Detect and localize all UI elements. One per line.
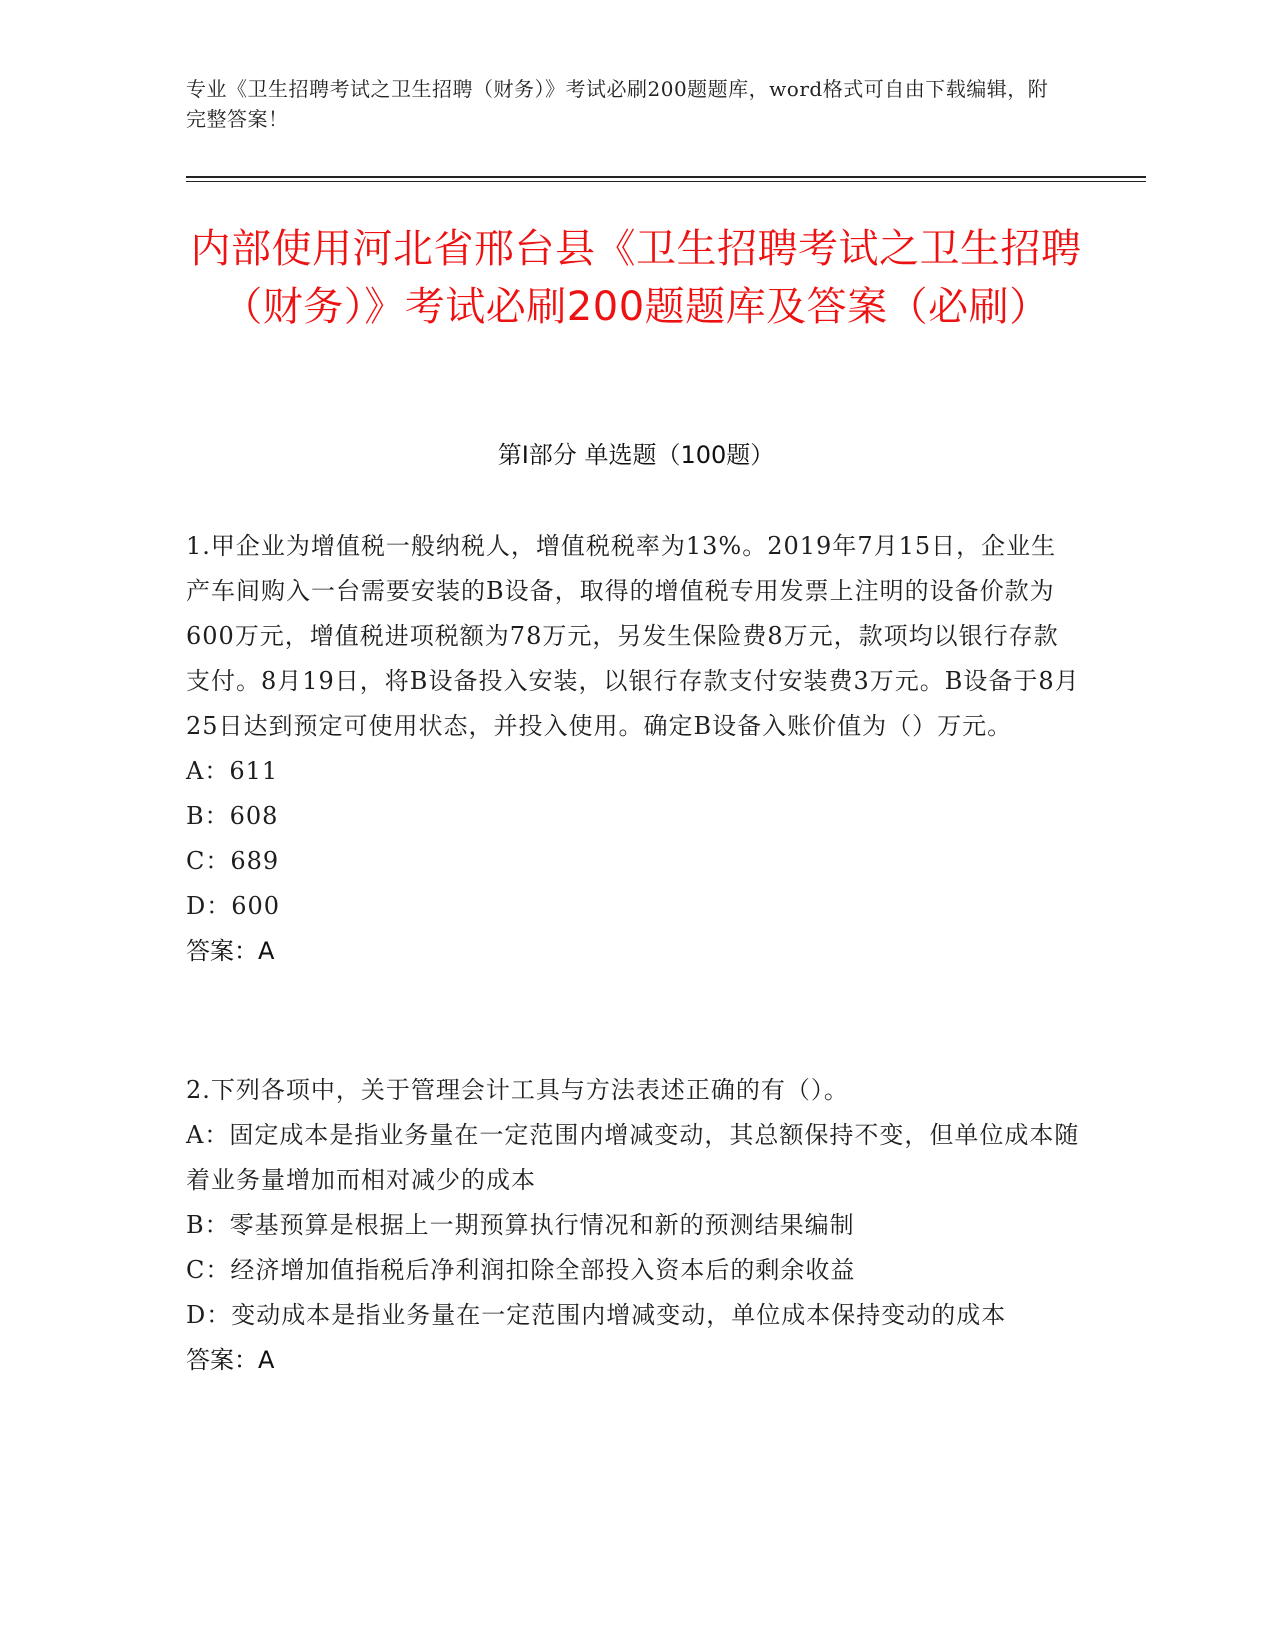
option-a: A：611 bbox=[186, 757, 279, 785]
section-title: 第Ⅰ部分 单选题（100题） bbox=[497, 441, 775, 469]
option-a: A：固定成本是指业务量在一定范围内增减变动，其总额保持不变，但单位成本随着业务量增加而相对减少的成本 bbox=[186, 1121, 1080, 1194]
option-c: C：经济增加值指税后净利润扣除全部投入资本后的剩余收益 bbox=[186, 1256, 856, 1284]
option-b: B：零基预算是根据上一期预算执行情况和新的预测结果编制 bbox=[186, 1211, 855, 1239]
option-c: C：689 bbox=[186, 847, 280, 875]
answer-line: 答案：A bbox=[186, 937, 275, 965]
option-b: B：608 bbox=[186, 802, 279, 830]
header-note: 专业《卫生招聘考试之卫生招聘（财务）》考试必刷200题题库，word格式可自由下载编辑，附完整答案！ bbox=[186, 77, 1049, 131]
question-stem: 2.下列各项中，关于管理会计工具与方法表述正确的有（）。 bbox=[186, 1076, 849, 1104]
option-d: D：600 bbox=[186, 892, 281, 920]
header-divider-thick bbox=[186, 176, 1146, 178]
answer-line: 答案：A bbox=[186, 1346, 275, 1374]
question-stem: 1.甲企业为增值税一般纳税人，增值税税率为13%。2019年7月15日，企业生产车间购入一台需要安装的B设备，取得的增值税专用发票上注明的设备价款为600万元，增值税进项税额为78万元，另发生保险费8万元，款项均以银行存款支付。8月19日，将B设备投入安装，以银行存款支付安装费3万元。B设备于8月25日达到预定可使用状态，并投入使用。确定B设备入账价值为（）万元。 bbox=[186, 532, 1080, 740]
option-d: D：变动成本是指业务量在一定范围内增减变动，单位成本保持变动的成本 bbox=[186, 1301, 1007, 1329]
question-block bbox=[186, 1068, 1081, 1383]
header-divider-thin bbox=[186, 181, 1146, 182]
document-title: 内部使用河北省邢台县《卫生招聘考试之卫生招聘（财务）》考试必刷200题题库及答案（必刷） bbox=[190, 226, 1082, 330]
question-block bbox=[186, 524, 1081, 974]
